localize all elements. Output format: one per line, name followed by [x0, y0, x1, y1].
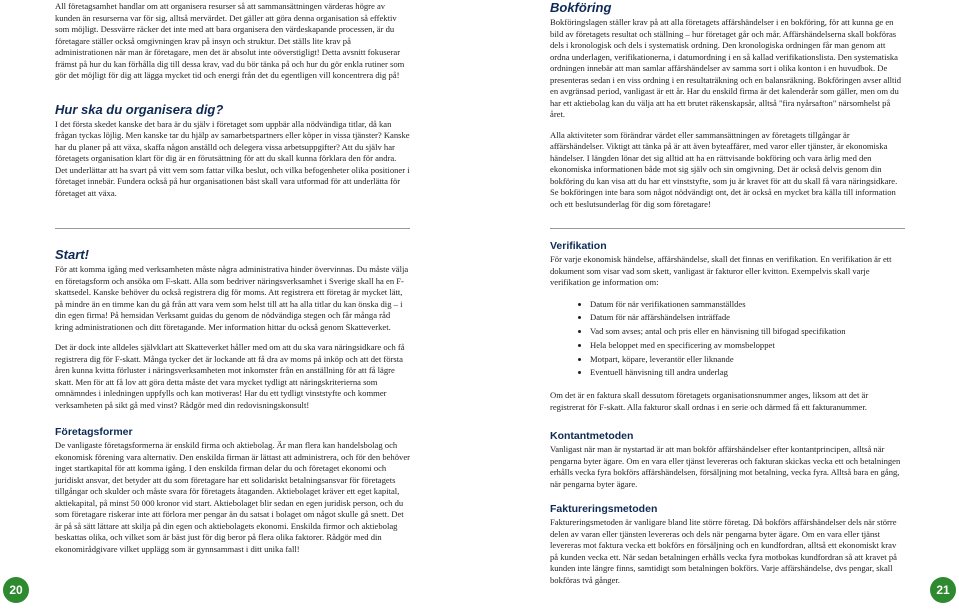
list-item: • Datum för när verifikationen sammanställdes [590, 298, 905, 312]
faktureringsmetoden-heading: Faktureringsmetoden [550, 503, 658, 516]
faktureringsmetoden-body: Faktureringsmetoden är vanligare bland lite större företag. Då bokförs affärshändelser dels när större delen av varan eller tjänsten levereras och dels när pengarna byter ägare. Om en vara eller tjänst levereras mot faktura vecka ett bokförs en försäljning och en kundfordran, alltså ett ekonomiskt krav på kunden vecka ett. När sedan betalningen erhålls vecka fyra motbokas kundfordran så att kravet på kunden inte längre finns, samtidigt som betalningen bokförs. Varje affärshändelse, dvs pengar, skall bokföras två gånger. [550, 517, 897, 585]
list-item: • Eventuell hänvisning till andra underlag [590, 366, 905, 380]
list-item: • Vad som avses; antal och pris eller en hänvisning till bifogad specifikation [590, 325, 905, 339]
page-number-right: 21 [930, 577, 956, 603]
bokforing-heading: Bokföring [550, 0, 612, 15]
right-bottom-column [550, 240, 905, 595]
divider-right [550, 228, 905, 229]
bokforing-paragraph-1: Bokföringslagen ställer krav på att alla företagets affärshändelser i en bokföring, för att kunna ge en bild av företagets resultat och ställning – hur företaget går och mår. Affärshändelserna skall bokföras dels i kronologisk och dels i systematisk ordning. Den kronologiska ordningen får man genom att ordna underlagen, verifikationerna, i datumordning i en så kallad verifikationslista. Den systematiska ordningen innebär att man samlar affärshändelser av samma sort i olika konton i en huvudbok. De presenteras sedan i en viss ordning i en resultaträkning och en balansräkning. Bokföringen avser alltid en avgränsad period, vanligast är ett år. Har du enskild firma är det kalenderår som gäller, men om du har ett aktiebolag kan du välja att ha ett brutet räkenskapsår, alltså "fira nyårsafton" närsomhelst på året. [550, 17, 902, 119]
foretagsformer-body: De vanligaste företagsformerna är enskild firma och aktiebolag. Är man flera kan handelsbolag och ekonomisk förening vara alternativ. Den enskilda firman är lättast att administrera, och för den behöver inget startkapital för att komma igång. I den enskilda firman delar du och företaget ekonomi och juridiskt ansvar, det betyder att du som företagare har ett solidariskt betalningsansvar för företagets tillgångar och skulder och måste svara för företagets åtaganden. Aktiebolaget kräver ett eget kapital, aktiekapital, på minst 50 000 kronor vid start. Aktiebolaget blir sedan en egen juridisk person, och du som företagare riskerar inte att förlora mer pengar än du satsat i bolaget om något skulle gå snett. Det är på så sätt lättare att skilja på din egen och aktiebolagets ekonomi. Enskilda firmor och aktiebolag beskattas olika, och vilket som är bäst just för dig beror på flera olika faktorer. Rådgör med din ekonomirådgivare vilket upplägg som är gynnsammast i ditt unika fall! [55, 440, 410, 554]
left-bottom-column [55, 248, 410, 564]
foretagsformer-heading: Företagsformer [55, 426, 133, 438]
organize-heading: Hur ska du organisera dig? [55, 101, 224, 117]
start-paragraph-1: För att komma igång med verksamheten måste några administrativa hinder övervinnas. Du måste välja en företagsform och ansöka om F-skatt. Alla som bedriver näringsverksamhet i Sverige skall ha en F-skattsedel. Kanske behöver du också registrera dig för moms. Att registrera ett företag är mycket lätt, på mindre än en timme kan du gå från att vara vem som helst till att ha alla titlar du kan önska dig – i din egen firma! På hemsidan Verksamt guidas du genom de nödvändiga stegen och får många råd kring administrationen och ditt företagande. Mer information hittar du också genom Skatteverket. [55, 264, 409, 332]
verifikation-intro: För varje ekonomisk händelse, affärshändelse, skall det finnas en verifikation. En verifikation är ett dokument som visar vad som skett, vanligast är fakturor eller kvitton. Exempelvis skall varje verifikation ge information om: [550, 254, 892, 287]
right-top-column [550, 1, 905, 219]
intro-paragraph: All företagsamhet handlar om att organisera resurser så att sammansättningen värderas högre av kunden än resurserna var för sig, alltså mervärdet. Det gäller att göra denna organisation så effektiv som möjligt. Dessvärre räcker det inte med att bara organisera den värdeskapande processen, är du företagare ställer också omgivningen krav på insyn och struktur. Det ställs lite krav på administrationen när man är företagare, men det är absolut inte oöverstigligt! Detta avsnitt fokuserar främst på hur du kan förhålla dig till dessa krav, vad du bör tänka på och hur du gör enkla rutiner som gör det möjligt för dig att lägga mycket tid och energi från det du egentligen vill koncentrera dig på! [55, 1, 405, 80]
start-paragraph-2: Det är dock inte alldeles självklart att Skatteverket håller med om att du ska vara näringsidkare och få registrera dig för F-skatt. Många tycker det är lockande att få dra av moms på inköp och att det första åren kunna kvitta förluster i näringsverksamheten mot inkomster från en anställning för att få lägre skatt. Men för att få lov att göra detta måste det vara mycket tydligt att näringskriterierna som omnämndes i inledningen uppfylls och kan motiveras! Har du ett tydligt vinststyfte och kommer verksamheten på sikt gå med vinst? Rådgör med din redovisningskonsult! [55, 342, 405, 410]
list-item: • Motpart, köpare, leverantör eller liknande [590, 353, 905, 367]
kontantmetoden-heading: Kontantmetoden [550, 430, 634, 443]
verifikation-outro: Om det är en faktura skall dessutom företagets organisationsnummer anges, liksom att det är registrerat för F-skatt. Alla fakturor skall ordnas i en serie och därmed få ett fakturanummer. [550, 390, 869, 412]
list-item: • Datum för när affärshändelsen inträffade [590, 311, 905, 325]
divider-left [55, 228, 410, 229]
verifikation-list [550, 298, 905, 381]
list-item: • Hela beloppet med en specificering av momsbeloppet [590, 339, 905, 353]
organize-body: I det första skedet kanske det bara är du själv i företaget som uppbär alla nödvändiga titlar, då kan frågan tyckas löjlig. Men kanske tar du hjälp av samarbetspartners eller köper in vissa tjänster? Kanske har du planer på att växa, skaffa någon anställd och delegera vissa arbetsuppgifter? Att du själv har företagets organisation klart för dig är en förutsättning för att du skall kunna förklara den för andra. Det underlättar att ha svart på vitt vem som fattar vilka beslut, och vilka befogenheter olika positioner i företaget innebär. Fundera också på hur organisationen bäst skall vara utformad för att underlätta för företaget att växa. [55, 118, 410, 198]
start-heading: Start! [55, 247, 89, 262]
page-number-left: 20 [3, 577, 29, 603]
kontantmetoden-body: Vanligast när man är nystartad är att man bokför affärshändelser efter kontantprincipen, alltså när pengarna byter ägare. Om en vara eller tjänst levereras och fakturan skickas vecka ett och betalningen erhålls vecka fyra bokförs affärshändelsen, försäljning mot betalning, vecka fyra. Alltså bara en gång, när pengarna byter ägare. [550, 444, 901, 489]
left-top-column [55, 1, 410, 208]
verifikation-heading: Verifikation [550, 240, 607, 252]
bokforing-paragraph-2: Alla aktiviteter som förändrar värdet eller sammansättningen av företagets tillgångar är affärshändelser. Viktigt att tänka på är att även byteaffärer, med varor eller tjänster, är ekonomiska händelser. I längden lönar det sig alltid att ha en rättvisande bokföring och vara ärlig med den ekonomiska informationen både mot sig själv och sin omgivning. Det är också delvis genom din bokföring du kan visa att du har ett vinststyfte, som ju är kravet för att du skall få vara näringsidkare. Se bokföringen inte bara som något nödvändigt ont, det är också en mycket bra källa till information och ett beslutsunderlag för dig som företagare! [550, 129, 898, 209]
